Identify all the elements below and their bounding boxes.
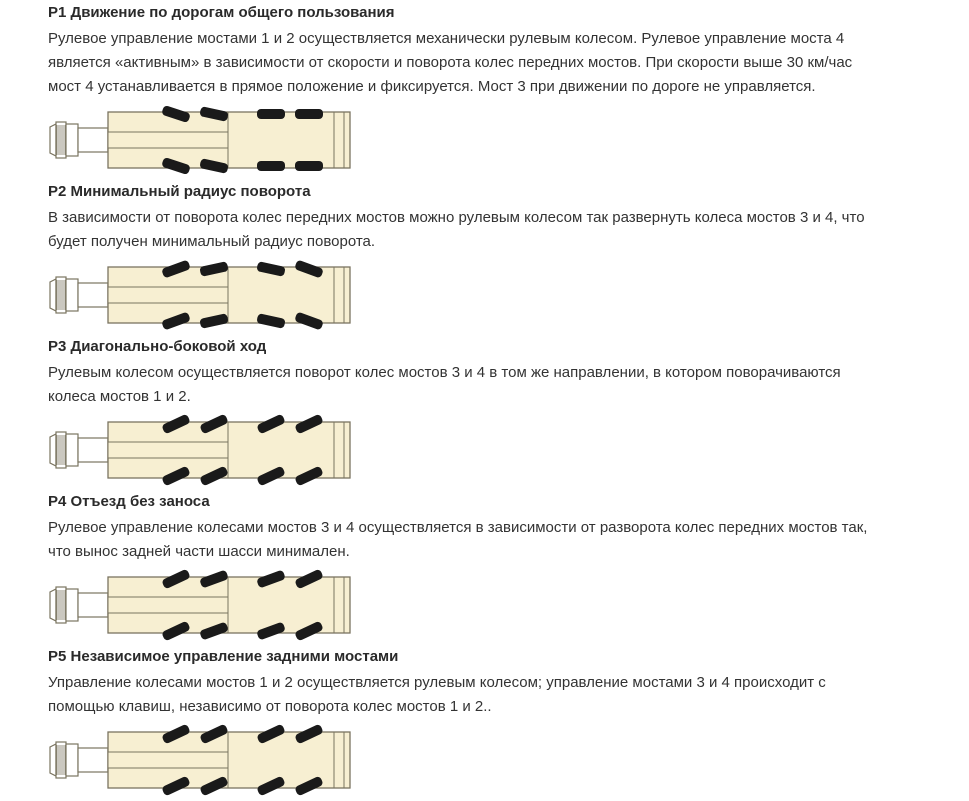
chassis-steering-diagram — [48, 100, 358, 180]
chassis-steering-diagram — [48, 255, 358, 335]
cab-block — [66, 124, 78, 156]
cab-front — [50, 122, 108, 158]
mode-title: P4 Отъезд без заноса — [48, 493, 210, 510]
description-line: что вынос задней части шасси минимален. — [48, 543, 350, 560]
boom-overlay — [108, 287, 228, 303]
cab-front — [50, 432, 108, 468]
boom-overlay — [108, 442, 228, 458]
mode-title: P2 Минимальный радиус поворота — [48, 183, 311, 200]
front-hook — [50, 279, 56, 311]
front-hook — [50, 589, 56, 621]
chassis-steering-diagram — [48, 410, 358, 490]
chassis-steering-diagram — [48, 565, 358, 645]
description-line: Рулевым колесом осуществляется поворот колес мостов 3 и 4 в том же направлении, в котором поворачиваются — [48, 364, 841, 381]
description-line: колеса мостов 1 и 2. — [48, 388, 191, 405]
description-line: мост 4 устанавливается в прямое положение и фиксируется. Мост 3 при движении по дороге не управляется. — [48, 78, 816, 95]
mode-description — [48, 671, 953, 719]
front-hook — [50, 124, 56, 156]
description-line: Управление колесами мостов 1 и 2 осуществляется рулевым колесом; управление мостами 3 и 4 происходит с — [48, 674, 826, 691]
description-line: В зависимости от поворота колес передних мостов можно рулевым колесом так развернуть колеса мостов 3 и 4, что — [48, 209, 865, 226]
description-line: будет получен минимальный радиус поворота. — [48, 233, 376, 250]
mode-description — [48, 27, 953, 99]
cab-block — [66, 744, 78, 776]
boom-tip — [78, 283, 108, 307]
description-line: является «активным» в зависимости от скорости и поворота колес передних мостов. При скорости выше 30 км/час — [48, 54, 853, 71]
cab-block — [66, 589, 78, 621]
mode-description — [48, 361, 953, 409]
cab-front — [50, 587, 108, 623]
wheel — [257, 109, 285, 119]
cab-front — [50, 742, 108, 778]
cab-front — [50, 277, 108, 313]
boom-tip — [78, 593, 108, 617]
boom-tip — [78, 438, 108, 462]
boom-tip — [78, 128, 108, 152]
description-line: Рулевое управление колесами мостов 3 и 4 осуществляется в зависимости от разворота колес передних мостов так, — [48, 519, 868, 536]
front-hook — [50, 434, 56, 466]
cab-block — [66, 279, 78, 311]
mode-title: P1 Движение по дорогам общего пользования — [48, 4, 395, 21]
wheel — [257, 161, 285, 171]
description-line: Рулевое управление мостами 1 и 2 осуществляется механически рулевым колесом. Рулевое управление моста 4 — [48, 30, 845, 47]
mode-description — [48, 206, 953, 254]
mode-description — [48, 516, 953, 564]
boom-overlay — [108, 752, 228, 768]
description-line: помощью клавиш, независимо от поворота колес мостов 1 и 2.. — [48, 698, 492, 715]
boom-tip — [78, 748, 108, 772]
chassis-steering-diagram — [48, 720, 358, 800]
mode-title: P3 Диагонально-боковой ход — [48, 338, 267, 355]
mode-title: P5 Независимое управление задними мостами — [48, 648, 399, 665]
wheel — [295, 109, 323, 119]
front-hook — [50, 744, 56, 776]
cab-block — [66, 434, 78, 466]
wheel — [295, 161, 323, 171]
boom-overlay — [108, 132, 228, 148]
boom-overlay — [108, 597, 228, 613]
